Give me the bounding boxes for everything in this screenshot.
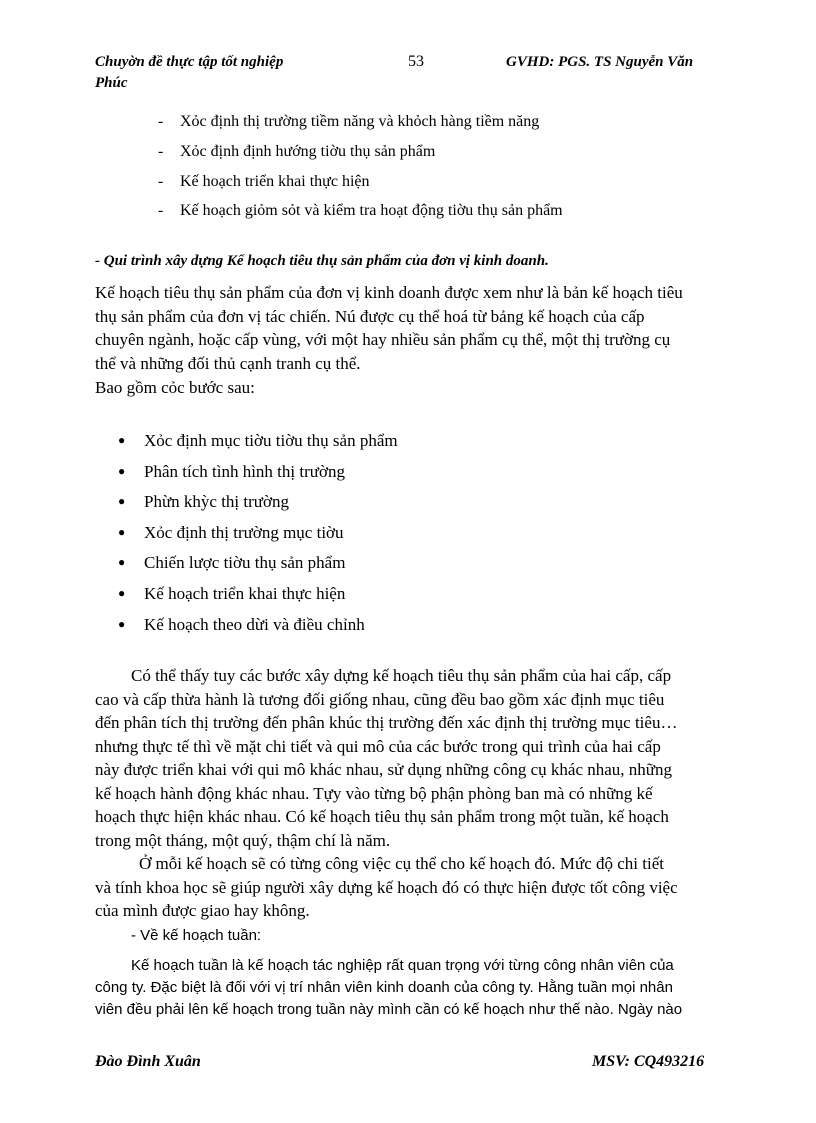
dash-list-item: - Xỏc định thị trường tiềm năng và khỏch hàng tiềm năng [158, 113, 540, 130]
bullet-list-item: ● Kế hoạch triển khai thực hiện [118, 584, 346, 603]
steps-intro: Bao gồm cỏc bước sau: [95, 378, 255, 397]
section-title: - Qui trình xây dựng Kế hoạch tiêu thụ sản phẩm của đơn vị kinh doanh. [95, 253, 549, 269]
header-supervisor: GVHD: PGS. TS Nguyễn Văn [506, 54, 694, 70]
bullet-list-item: ● Xỏc định thị trường mục tiờu [118, 523, 344, 542]
paragraph-intro: Kế hoạch tiêu thụ sản phẩm của đơn vị kinh doanh được xem như là bản kế hoạch tiêu thụ sản phẩm của đơn vị tác chiến. Nú được cụ thể hoá từ bảng kế hoạch của cấp chuyên ngành, hoặc cấp vùng, với một hay nhiều sản phẩm cụ thể, một thị trường cụ thể và những đối thủ cạnh tranh cụ thể. [95, 283, 683, 373]
bullet-icon: ● [118, 494, 126, 508]
page-number: 53 [408, 53, 424, 70]
bullet-icon: ● [118, 464, 126, 478]
bullet-icon: ● [118, 555, 126, 569]
dash-list-item: - Kế hoạch triển khai thực hiện [158, 173, 370, 190]
bullet-icon: ● [118, 617, 126, 631]
bullet-list-item: ● Phân tích tình hình thị trường [118, 462, 345, 481]
bullet-icon: ● [118, 433, 126, 447]
paragraph-detail: Ở mỗi kế hoạch sẽ có từng công việc cụ thể cho kế hoạch đó. Mức độ chi tiết và tính khoa học sẽ giúp người xây dựng kế hoạch đó có thực hiện được tốt công việc của mình được giao hay không. [95, 854, 678, 920]
paragraph-weekly-plan: Kế hoạch tuần là kế hoạch tác nghiệp rất quan trọng với từng công nhân viên của công ty. Đặc biệt là đối với vị trí nhân viên kinh doanh của công ty. Hằng tuần mọi nhân viên đều phải lên kế hoạch trong tuần này mình cần có kế hoạch như thế nào. Ngày nào [95, 957, 683, 1018]
bullet-list-item: ● Phừn khỳc thị trường [118, 492, 289, 511]
dash-list-item: - Xỏc định định hướng tiờu thụ sản phẩm [158, 143, 436, 160]
header-title-continued: Phúc [95, 75, 128, 91]
header-title: Chuyờn đề thực tập tốt nghiệp [95, 54, 284, 70]
weekly-plan-heading: - Về kế hoạch tuần: [131, 927, 262, 944]
bullet-list-item: ● Kế hoạch theo dừi và điều chỉnh [118, 615, 365, 634]
bullet-icon: ● [118, 525, 126, 539]
footer-author: Đào Đình Xuân [95, 1053, 201, 1070]
bullet-icon: ● [118, 586, 126, 600]
paragraph-comparison: Có thể thấy tuy các bước xây dựng kế hoạch tiêu thụ sản phẩm của hai cấp, cấp cao và cấp thừa hành là tương đối giống nhau, cũng đều bao gồm xác định mục tiêu đến phân tích thị trường đến phân khúc thị trường đến xác định thị trường mục tiêu… nhưng thực tế thì về mặt chi tiết và qui mô của các bước trong qui trình của hai cấp này được triển khai với qui mô khác nhau, sử dụng những công cụ khác nhau, những kế hoạch hành động khác nhau. Tựy vào từng bộ phận phòng ban mà có những kế hoạch thực hiện khác nhau. Có kế hoạch tiêu thụ sản phẩm trong một tuần, kế hoạch trong một tháng, một quý, thậm chí là năm. [95, 666, 678, 850]
bullet-list-item: ● Chiến lược tiờu thụ sản phẩm [118, 553, 346, 572]
footer-student-id: MSV: CQ493216 [592, 1053, 705, 1070]
dash-list-item: - Kế hoạch giỏm sỏt và kiểm tra hoạt động tiờu thụ sản phẩm [158, 202, 563, 219]
bullet-list-item: ● Xỏc định mục tiờu tiờu thụ sản phẩm [118, 431, 398, 450]
